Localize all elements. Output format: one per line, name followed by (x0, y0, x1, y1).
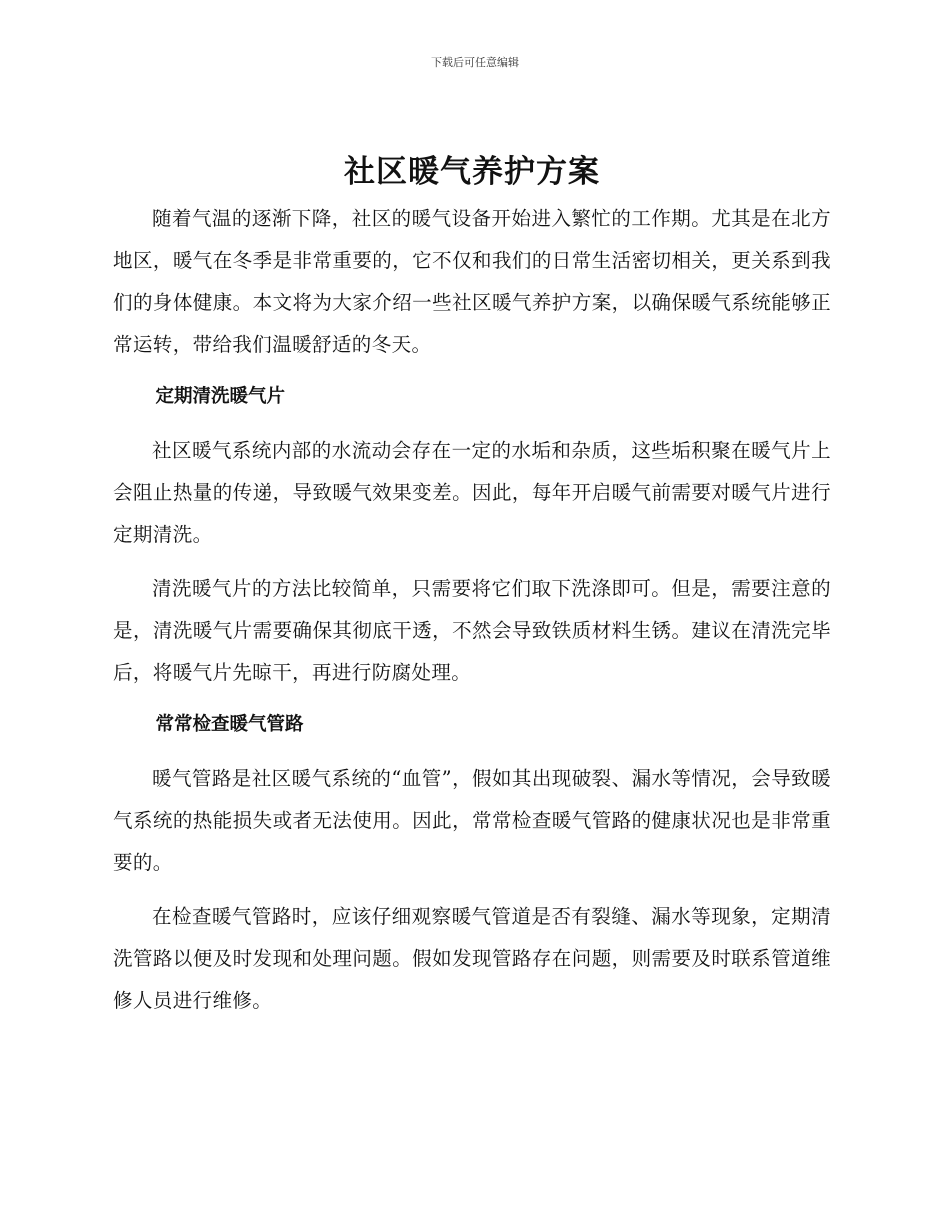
section-paragraph: 在检查暖气管路时，应该仔细观察暖气管道是否有裂缝、漏水等现象，定期清洗管路以便及时发现和处理问题。假如发现管路存在问题，则需要及时联系管道维修人员进行维修。 (113, 905, 831, 1012)
document-title: 社区暖气养护方案 (344, 154, 600, 190)
section-paragraph: 清洗暖气片的方法比较简单，只需要将它们取下洗涤即可。但是，需要注意的是，清洗暖气片需要确保其彻底干透，不然会导致铁质材料生锈。建议在清洗完毕后，将暖气片先晾干，再进行防腐处理。 (113, 577, 831, 684)
section-paragraph: 暖气管路是社区暖气系统的“血管”，假如其出现破裂、漏水等情况，会导致暖气系统的热能损失或者无法使用。因此，常常检查暖气管路的健康状况也是非常重要的。 (113, 767, 831, 874)
section-paragraph: 社区暖气系统内部的水流动会存在一定的水垢和杂质，这些垢积聚在暖气片上会阻止热量的传递，导致暖气效果变差。因此，每年开启暖气前需要对暖气片进行定期清洗。 (113, 439, 831, 546)
section-heading: 定期清洗暖气片 (155, 386, 286, 407)
document-body (113, 148, 831, 1022)
section-heading: 常常检查暖气管路 (155, 714, 304, 735)
intro-paragraph: 随着气温的逐渐下降，社区的暖气设备开始进入繁忙的工作期。尤其是在北方地区，暖气在冬季是非常重要的，它不仅和我们的日常生活密切相关，更关系到我们的身体健康。本文将为大家介绍一些社区暖气养护方案，以确保暖气系统能够正常运转，带给我们温暖舒适的冬天。 (113, 207, 831, 356)
header-note: 下载后可任意编辑 (431, 56, 519, 69)
